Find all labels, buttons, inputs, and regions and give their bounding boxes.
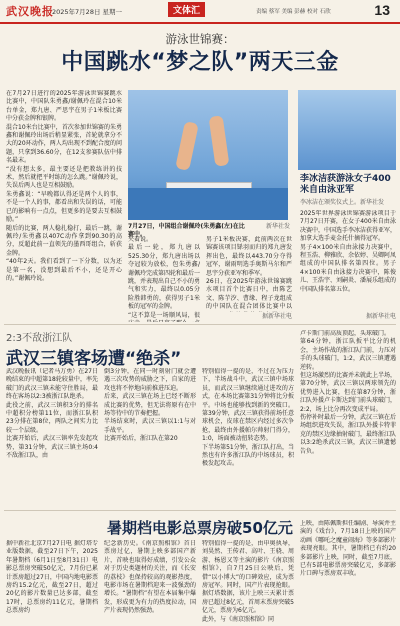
side-text-credit: 据新华社电 xyxy=(365,313,396,320)
section-tag: 文体汇 xyxy=(168,2,205,17)
story2-col3: 特别值得一提的是，不过在为压力下，半场战斗中，武汉三镇中场球员，而武汉三镇继续通过进攻的方式，在本场比赛第31分钟将比分扳平。中场也能够找到新的突破口。第39分钟，武汉三镇获得前场任意球机会，皮球在禁区内经过多次争抢，最终由外援帕尔帅射门得分，1:0，场面被动扭转态势。 下半场第51分钟，浙江队打出，当然也有许多浙江队的中场球员，积极发起攻击。 xyxy=(202,368,294,468)
story2-kicker: 2:3不敌浙江队 xyxy=(6,333,73,344)
story1-credit: 据新华社电 xyxy=(261,313,292,320)
story3-col3: 特别值得一提的是，由申奥执导，刘昊然、王传君、高叶、王骁、周游、杨恩又等主演的影片《南京照相馆》，自7月25日公映后，凭借“以小博大”的口碑效应，成为票房冠军。同时，国产片表现抢眼。据灯塔数据，该片上映三天累计票房已超过8亿元，首周末票房突破5亿元，票房为6亿元。 此外，与《南京照相馆》同 xyxy=(202,540,294,623)
story1-col1: 在7月27日进行的2025年游泳世锦赛跳水比赛中，中国队朱勇鑫/谢佩玲在混合10米台单金，郑九唐、严思宇在男子1米板比赛中分获金牌和银牌。 混合10米台比赛中，首次参加世锦赛的朱勇鑫和谢佩玲出场后稍显紧张，首轮就拿分不大的20环动作，两人均出现不到配合度的问题，只拿到36.60分，在12支参赛队伍中排名最末。 “没有想太多，最主要还是把教练讲的技术，然后就把平时练的怎么跳。”谢佩玲说，失误后两人也是互相鼓励。 朱勇鑫说：“早晚都认得还是两个人的事，不是一个人的事，都看出和失误的话，可能已的影响有一点点，但更多的是要去互相鼓励。” 随后的比赛，两人稳扎稳打，最后一跳，谢佩玲/朱勇鑫以407C动作拿到90.30的高分，反超此前一直领先的墨西哥组合，斩获金牌。 “40年2天。我们看到了一下分数，以为还是第一名，没想到最后不小，还是开心的。”谢佩玲说。 xyxy=(6,90,122,282)
masthead xyxy=(0,0,400,24)
page-number: 13 xyxy=(374,2,390,18)
editor-credits: 责编 蔡军 美编 彭赫 校对 石欣 xyxy=(256,9,331,15)
story1-headline: 中国跳水“梦之队”两天三金 xyxy=(61,50,339,75)
pool-water xyxy=(128,188,288,220)
story1-col3: 男子1米板决赛，此前两次在世锦赛该项目铩羽而归的郑九唐发挥出色，最终以443.70分夺得冠军，谢雨明选手奥斯马尔和严思宇分获亚军和季军。 26日，在2025年游泳世锦赛跳水项目首个比赛日中，由陈艺文、陈芋汐、曹缘、程子龙组成的中国队在混合团体比赛中以 xyxy=(206,236,292,311)
story3-col4: 上映，由陈佩斯担任编剧、导演并主演的《戏台》，7月18日上映的国产动画《哪吒之魔童闹海》等多部影片表现亮眼。其中，暑期档已有约20多部影片上映，同时，截至7月底，已有5部电影票房突破亿元，多部影片口碑与票房双丰收。 xyxy=(300,520,396,578)
story1-col2: 夹着说。 最后一轮，郑九唐以525.30分，郑九唐出场以夺冠较为放松，包朱勇鑫/谢佩玲完成第四轮和最后一跳，并表现出自己不小的勇气和实力，最终以0.05分险胜韩勇的，获得男子1米板的冠军的金牌。 “这不算是一场顺风局，很 xyxy=(128,236,200,319)
newspaper-logo: 武汉晚报 xyxy=(6,5,54,18)
story3-headline: 暑期档电影总票房破50亿元 xyxy=(107,519,293,537)
side-headline: 李冰洁获游泳女子400米自由泳亚军 xyxy=(300,174,391,195)
photo-caption: 7月27日，中国组合谢佩玲(朱勇鑫(左)在比赛中。 xyxy=(128,223,245,238)
divider xyxy=(4,324,396,325)
story2-headline: 武汉三镇客场遭“绝杀” xyxy=(6,349,182,369)
story2-col1: 武汉晚报讯（记者马万勇）在27日晚结束的中超第18轮较量中，率先破门的武汉三镇未能守住胜局，最终在客场以2:3被浙江队绝杀。 此役之前，武汉三镇积3分的排名中超积分榜第11位，而浙江队积23分排在第8位，两队之间实力比较一个层级。 比赛开始后，武汉三镇率先发起攻势，第31分钟，武汉三镇主场0:4不敌浙江队，由 xyxy=(6,368,98,460)
story1-kicker: 游泳世锦赛： xyxy=(165,32,235,46)
photo-credit: 新华社发 xyxy=(265,223,290,230)
issue-date: 2025年7月28日 星期一 xyxy=(52,8,123,16)
side-text: 2025年世界游泳世锦赛游泳项目于7月27日开赛，在女子400米自由泳决赛中，中国选手李冰洁获得亚军，加拿大选手麦金托什摘得冠军。 男子4×100米自由泳接力决赛中，程玉浩、柳雅欣、余依婷、吴卿阿凤组成的中国队排名第四位。男子4×100米自由泳接力决赛中，陈俊儿、王浩宇、刘嗣炎、潘展乐组成的中国队排名第五位。 xyxy=(300,210,396,293)
side-photo-credit: 李冰洁在颁奖仪式上。新华社发 xyxy=(300,199,385,206)
diving-photo xyxy=(128,90,288,220)
divider xyxy=(4,510,396,511)
swimmer-photo xyxy=(298,90,396,170)
story2-col4: 卢卡斯门前高质顶起，头球破门。 第64分钟，浙江队扳平比分的机会，主场作战的浙江队门前，力压对手的头球破门，1:2，武汉三镇遭遇逆转。 但这场激烈的比赛并未就此上半场，第70分钟，武汉三镇以两球领先的优势进入比赛，但在第87分钟，浙江队外援卢卡斯达到门前头球破门，2:2，场上比分再次变成平局。 伤停补时最后一分钟，武汉三镇在后场组织进攻失误，浙江队外援卡特菲克的禁区边缘抽射破门，最终浙江队以3:2绝杀武汉三镇，武汉三镇遗憾告负。 xyxy=(300,330,396,455)
story2-col2: 倒3分钟，在同一时刻射门就会遭遇三次攻势的威胁之下，自家的进攻也将不停地向前推进压迫。 后来，武汉三镇在场上已经不断形成比赛的优势，但无法将原有在中场等待中的节奏把握。 半场结束时，武汉三镇以1:1与对手战平。 比赛开始后，浙江队在第20 xyxy=(104,368,196,443)
story3-col2: 纪念新历史。《南京照相馆》首日票房过亿，暑期上映多部国产新片，首映也取得好成绩，引发公众对于历史类题材的关注，而《长安的荔枝》也保持较高的观影热度，电影市场在暑期档迎来一波强劲的增长。“暑期档”有望在本届集中爆发，形成更为有力的热度拉动，国产片表现仍然强劲。 xyxy=(104,540,196,615)
story3-col1: 据中新社北京7月27日电 据灯塔专业版数据，截至27日下午，2025年暑期档（6月1日至8月31日）电影总票房突破50亿元，7月份已累计票房超过27日，中国内地电影票房约15.2亿元，截至27日，超过20亿的影片数量已达多部，截至17时，总票房约11亿元，暑期档总票房约 xyxy=(6,540,98,615)
